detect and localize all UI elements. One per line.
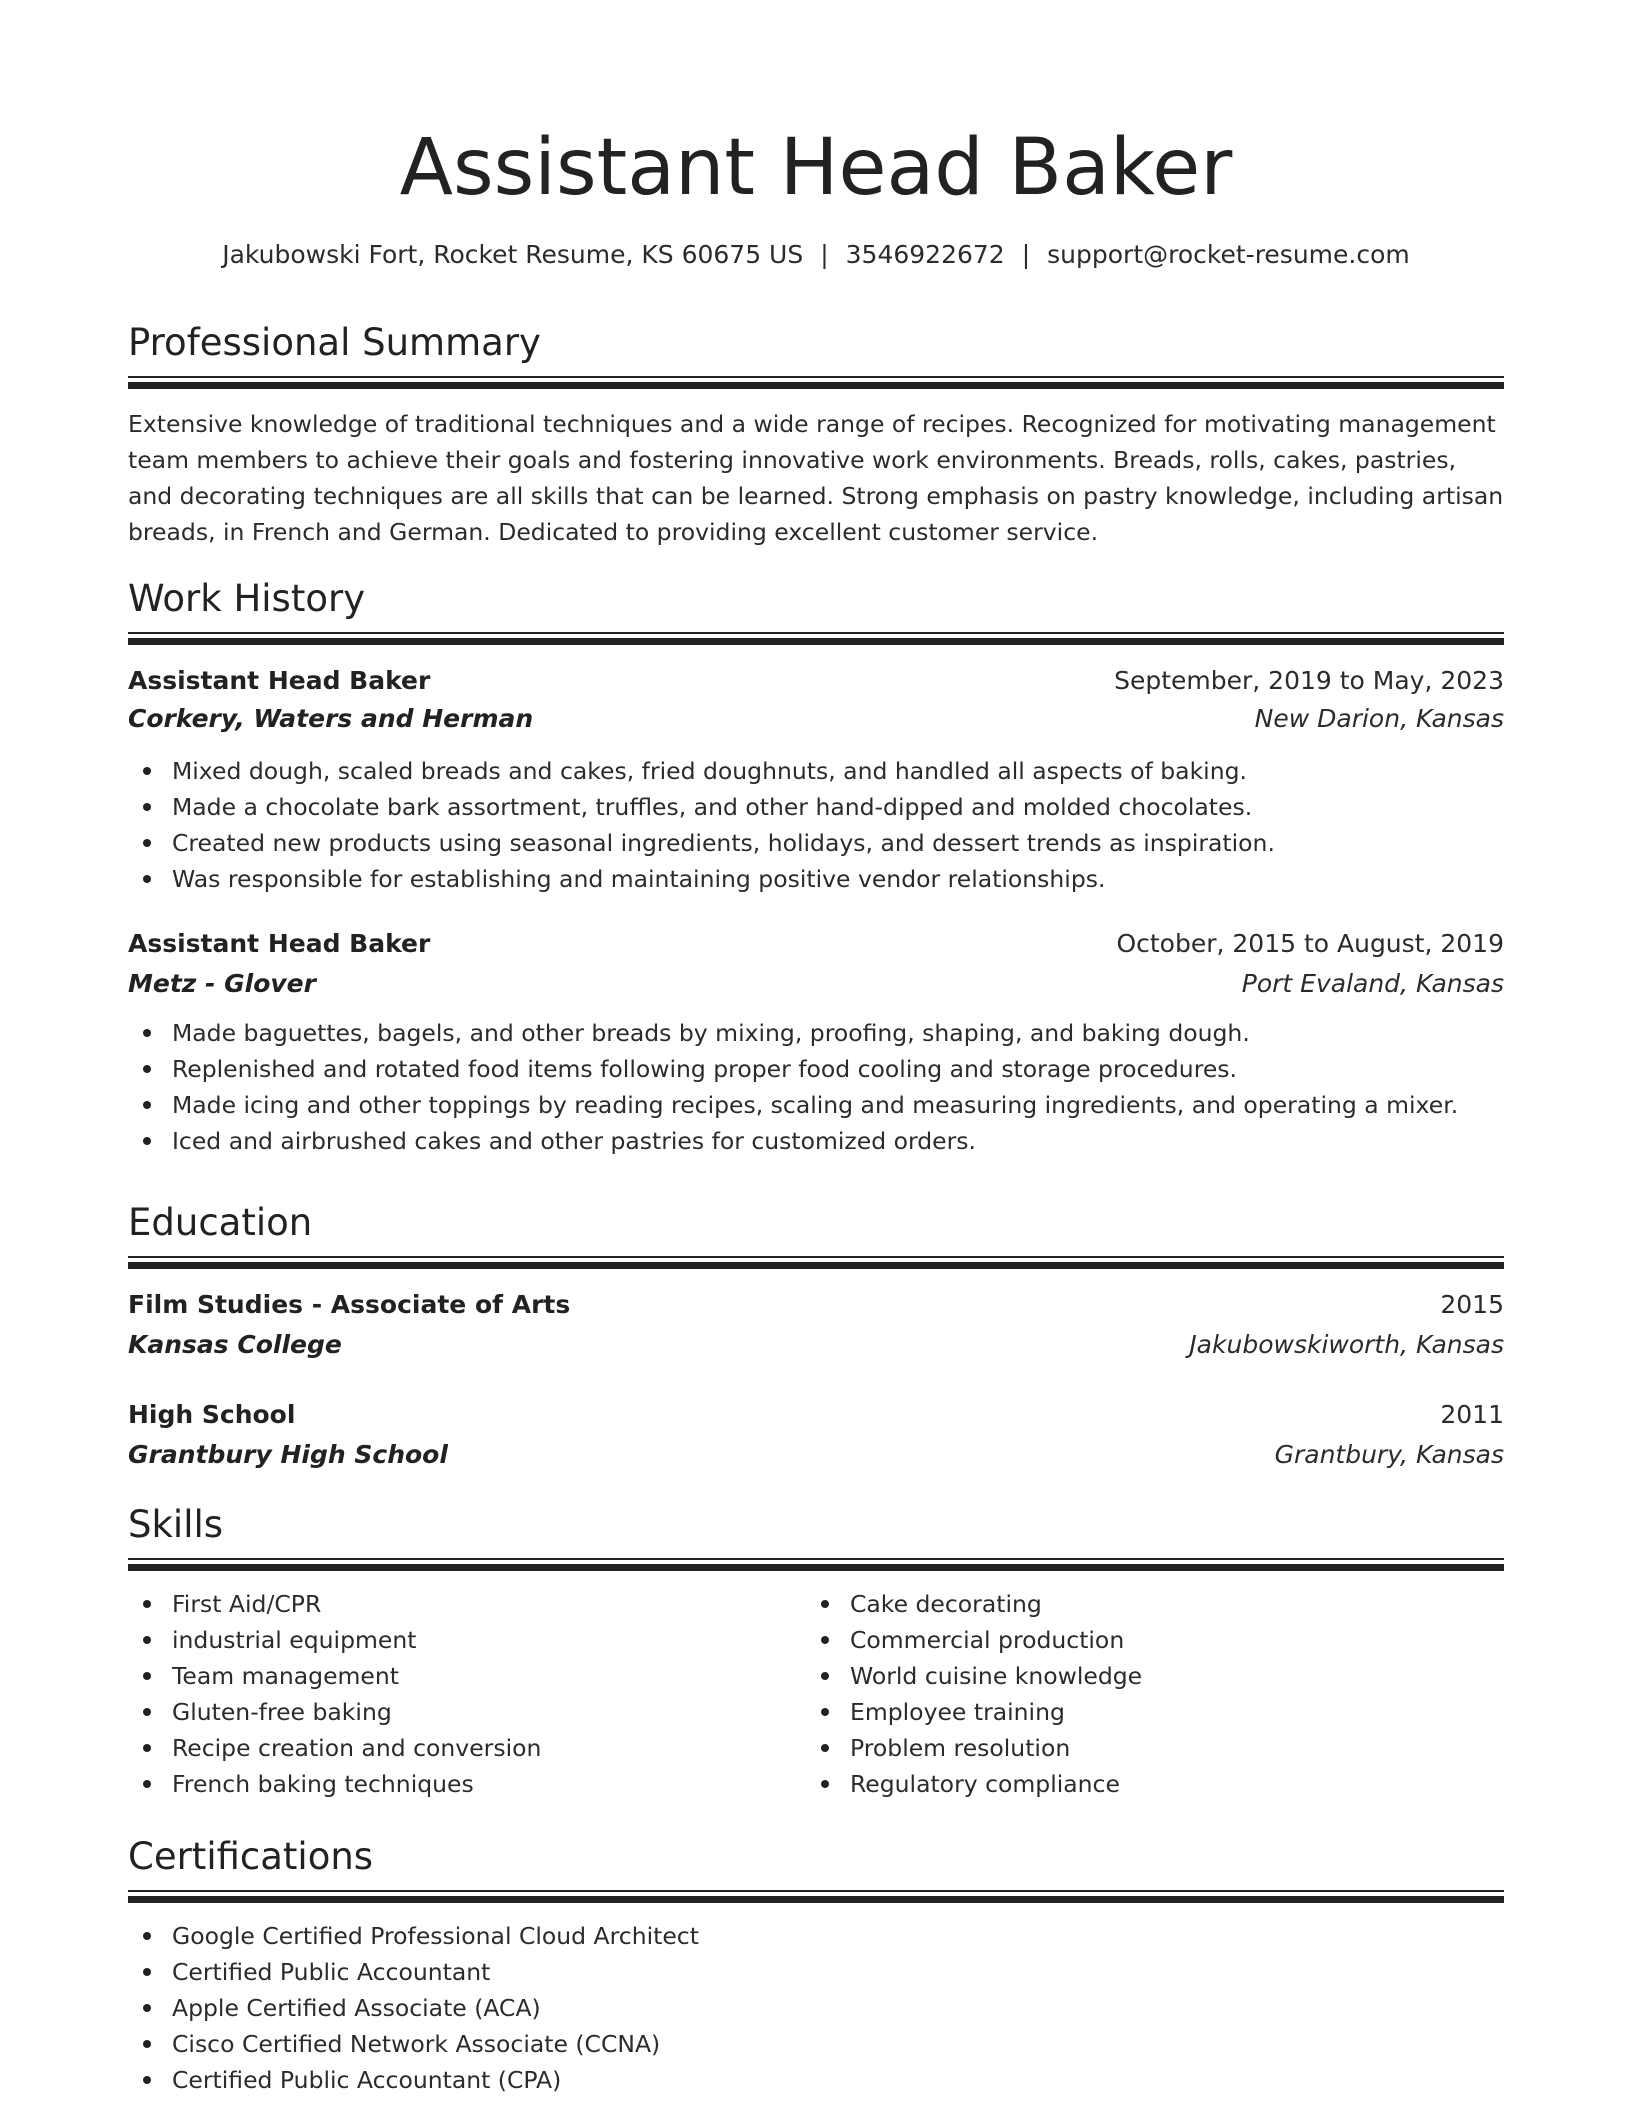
certifications-section	[128, 1832, 1504, 2098]
list-item	[128, 1658, 808, 1694]
work-history-section	[128, 574, 1504, 1159]
bullet-icon	[143, 1708, 151, 1716]
skill-text: First Aid/CPR	[172, 1590, 322, 1618]
certification-text: Cisco Certified Network Associate (CCNA)	[172, 2030, 661, 2058]
bullet-icon	[143, 1672, 151, 1680]
education-degree: High School	[128, 1400, 296, 1429]
job-location: Port Evaland, Kansas	[1241, 969, 1504, 998]
summary-section	[128, 318, 1504, 550]
job-entry	[128, 925, 1504, 1159]
skill-text: industrial equipment	[172, 1626, 417, 1654]
job-header-row	[128, 662, 1504, 700]
skill-text: Team management	[172, 1662, 400, 1690]
bullet-text: Created new products using seasonal ingredients, holidays, and dessert trends as inspiration.	[172, 829, 1275, 857]
list-item	[128, 1954, 1504, 1990]
education-school-row	[128, 1436, 1504, 1474]
bullet-icon	[143, 875, 151, 883]
bullet-icon	[143, 1968, 151, 1976]
list-item	[128, 825, 1504, 861]
education-school-row	[128, 1326, 1504, 1364]
bullet-icon	[143, 1600, 151, 1608]
section-title-education: Education	[128, 1201, 313, 1244]
list-item	[128, 2062, 1504, 2098]
bullet-icon	[143, 767, 151, 775]
certification-text: Google Certified Professional Cloud Architect	[172, 1922, 699, 1950]
bullet-icon	[821, 1744, 829, 1752]
section-title-skills: Skills	[128, 1503, 224, 1546]
education-school: Grantbury High School	[128, 1440, 448, 1469]
bullet-icon	[143, 2004, 151, 2012]
section-divider	[128, 1890, 1504, 1904]
bullet-icon	[143, 1137, 151, 1145]
list-item	[128, 1087, 1504, 1123]
skills-list-left	[128, 1586, 808, 1802]
bullet-text: Made icing and other toppings by reading recipes, scaling and measuring ingredients, and operating a mixer.	[172, 1091, 1459, 1119]
list-item	[128, 1622, 808, 1658]
job-dates: September, 2019 to May, 2023	[1114, 666, 1504, 695]
bullet-icon	[143, 1932, 151, 1940]
skill-text: Gluten-free baking	[172, 1698, 392, 1726]
bullet-icon	[821, 1636, 829, 1644]
job-company: Metz - Glover	[128, 969, 316, 998]
certification-text: Apple Certified Associate (ACA)	[172, 1994, 541, 2022]
bullet-icon	[821, 1672, 829, 1680]
skills-section	[128, 1500, 1504, 1806]
contact-separator: |	[1021, 240, 1031, 269]
list-item	[128, 1694, 808, 1730]
list-item	[128, 1766, 808, 1802]
education-header-row	[128, 1286, 1504, 1324]
education-entry	[128, 1286, 1504, 1364]
list-item	[128, 1990, 1504, 2026]
education-location: Grantbury, Kansas	[1274, 1440, 1504, 1469]
contact-line	[128, 238, 1504, 272]
skill-text: Cake decorating	[850, 1590, 1042, 1618]
skill-text: Employee training	[850, 1698, 1065, 1726]
contact-address: Jakubowski Fort, Rocket Resume, KS 60675 US	[222, 240, 804, 269]
list-item	[128, 1015, 1504, 1051]
contact-email[interactable]: support@rocket-resume.com	[1047, 240, 1410, 269]
job-header-row	[128, 925, 1504, 963]
skill-text: World cuisine knowledge	[850, 1662, 1143, 1690]
education-location: Jakubowskiworth, Kansas	[1189, 1330, 1504, 1359]
job-location: New Darion, Kansas	[1254, 704, 1504, 733]
bullet-icon	[143, 1065, 151, 1073]
skill-text: Recipe creation and conversion	[172, 1734, 542, 1762]
job-company-row	[128, 965, 1504, 1003]
bullet-text: Iced and airbrushed cakes and other pastries for customized orders.	[172, 1127, 976, 1155]
list-item	[128, 1051, 1504, 1087]
skill-text: French baking techniques	[172, 1770, 474, 1798]
section-divider	[128, 1558, 1504, 1572]
contact-phone: 3546922672	[845, 240, 1005, 269]
bullet-text: Made baguettes, bagels, and other breads by mixing, proofing, shaping, and baking dough.	[172, 1019, 1250, 1047]
education-header-row	[128, 1396, 1504, 1434]
section-title-work-history: Work History	[128, 577, 366, 620]
job-company: Corkery, Waters and Herman	[128, 704, 534, 733]
skill-text: Problem resolution	[850, 1734, 1071, 1762]
bullet-icon	[143, 803, 151, 811]
certification-text: Certified Public Accountant	[172, 1958, 491, 1986]
education-year: 2015	[1440, 1290, 1504, 1319]
list-item	[806, 1694, 1486, 1730]
candidate-name: Assistant Head Baker	[399, 123, 1233, 213]
education-section	[128, 1198, 1504, 1474]
list-item	[128, 1730, 808, 1766]
list-item	[128, 1586, 808, 1622]
bullet-icon	[143, 1636, 151, 1644]
summary-text: Extensive knowledge of traditional techniques and a wide range of recipes. Recognized for motivating management team members to achieve their goals and fostering innovative work environments. Breads, rolls, cakes, pastries, and decorating techniques are all skills that can be learned. Strong emphasis on pastry knowledge, including artisan breads, in French and German. Dedicated to providing excellent customer service.	[128, 410, 1504, 546]
job-title: Assistant Head Baker	[128, 929, 431, 958]
bullet-icon	[143, 1101, 151, 1109]
contact-separator: |	[820, 240, 829, 269]
list-item	[806, 1766, 1486, 1802]
bullet-icon	[143, 2076, 151, 2084]
education-entry	[128, 1396, 1504, 1474]
job-company-row	[128, 700, 1504, 738]
skill-text: Regulatory compliance	[850, 1770, 1120, 1798]
list-item	[128, 1123, 1504, 1159]
job-title: Assistant Head Baker	[128, 666, 431, 695]
section-divider	[128, 1256, 1504, 1270]
list-item	[806, 1622, 1486, 1658]
bullet-icon	[143, 839, 151, 847]
bullet-text: Mixed dough, scaled breads and cakes, fried doughnuts, and handled all aspects of baking.	[172, 757, 1247, 785]
job-entry	[128, 662, 1504, 897]
skill-text: Commercial production	[850, 1626, 1125, 1654]
education-school: Kansas College	[128, 1330, 342, 1359]
bullet-text: Replenished and rotated food items following proper food cooling and storage procedures.	[172, 1055, 1238, 1083]
list-item	[128, 2026, 1504, 2062]
skills-list-right	[806, 1586, 1486, 1802]
bullet-icon	[821, 1708, 829, 1716]
list-item	[806, 1730, 1486, 1766]
bullet-icon	[143, 1029, 151, 1037]
bullet-icon	[143, 2040, 151, 2048]
bullet-text: Was responsible for establishing and maintaining positive vendor relationships.	[172, 865, 1106, 893]
skills-columns	[128, 1586, 1504, 1806]
bullet-text: Made a chocolate bark assortment, truffles, and other hand-dipped and molded chocolates.	[172, 793, 1253, 821]
list-item	[128, 861, 1504, 897]
list-item	[806, 1586, 1486, 1622]
certification-text: Certified Public Accountant (CPA)	[172, 2066, 562, 2094]
job-bullet-list	[128, 1015, 1504, 1159]
bullet-icon	[821, 1600, 829, 1608]
section-title-summary: Professional Summary	[128, 321, 541, 364]
bullet-icon	[143, 1780, 151, 1788]
list-item	[128, 1918, 1504, 1954]
job-dates: October, 2015 to August, 2019	[1116, 929, 1504, 958]
job-bullet-list	[128, 753, 1504, 897]
bullet-icon	[143, 1744, 151, 1752]
education-year: 2011	[1440, 1400, 1504, 1429]
section-title-certifications: Certifications	[128, 1835, 374, 1878]
list-item	[128, 789, 1504, 825]
section-divider	[128, 376, 1504, 390]
certifications-list	[128, 1918, 1504, 2098]
education-degree: Film Studies - Associate of Arts	[128, 1290, 571, 1319]
bullet-icon	[821, 1780, 829, 1788]
section-divider	[128, 632, 1504, 646]
list-item	[128, 753, 1504, 789]
list-item	[806, 1658, 1486, 1694]
